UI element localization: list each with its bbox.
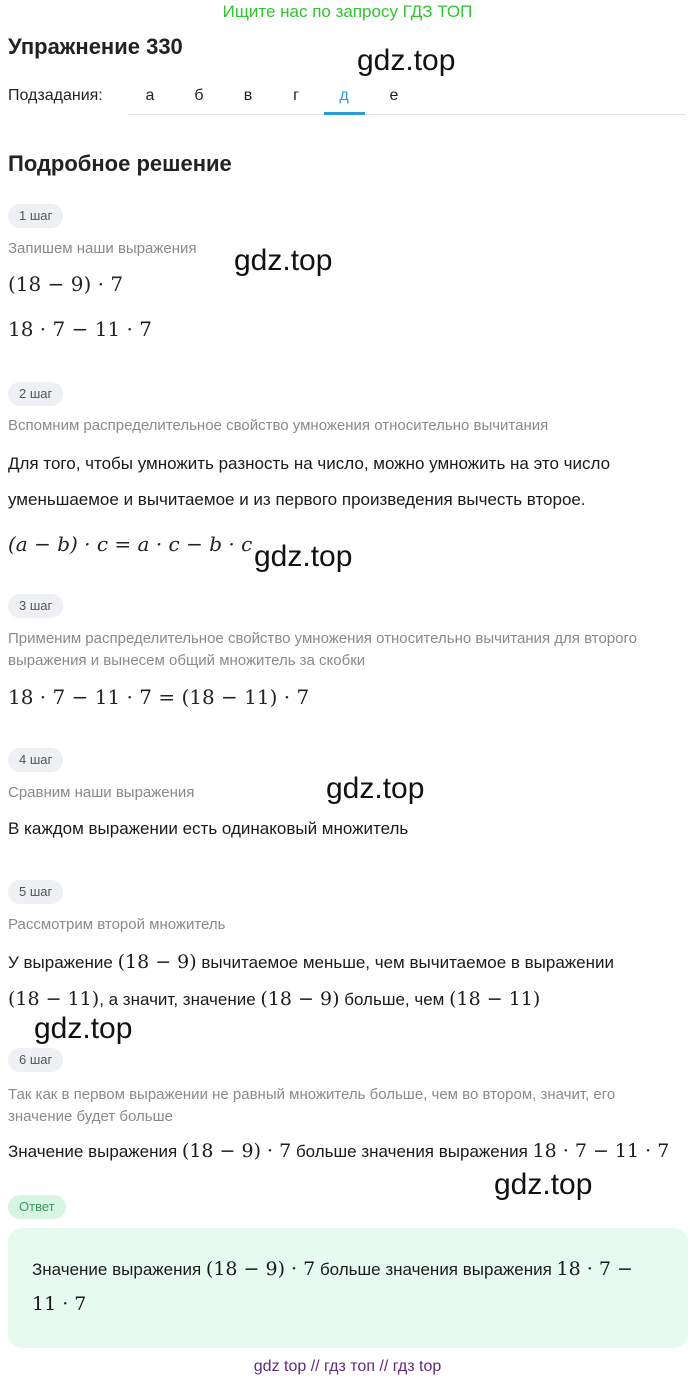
section-title: Подробное решение (8, 151, 232, 176)
step-badge: 2 шаг (8, 382, 63, 406)
search-banner: Ищите нас по запросу ГДЗ ТОП (222, 2, 473, 21)
tab-g[interactable]: г (293, 87, 299, 104)
math-expression: (18 − 9) · 7 (8, 272, 124, 296)
step-hint: Сравним наши выражения (8, 784, 195, 801)
footer-links[interactable]: gdz top // гдз топ // гдз top (253, 1358, 442, 1375)
watermark: gdz.top (494, 1168, 593, 1201)
step-hint: Так как в первом выражении не равный множитель больше, чем во втором, значит, его значение будет больше (8, 1086, 616, 1125)
tab-d[interactable]: д (339, 87, 349, 104)
step-badge: 5 шаг (8, 880, 63, 904)
active-tab-indicator (324, 112, 365, 115)
step-hint: Запишем наши выражения (8, 240, 197, 257)
watermark: gdz.top (34, 1012, 133, 1045)
watermark: gdz.top (357, 44, 456, 77)
subtasks-label: Подзадания: (8, 87, 103, 104)
tab-a[interactable]: а (145, 87, 155, 104)
exercise-title: Упражнение 330 (8, 34, 183, 59)
math-expression: 18 · 7 − 11 · 7 (8, 317, 152, 341)
step-hint: Вспомним распределительное свойство умножения относительно вычитания (8, 417, 549, 434)
math-expression: 18 · 7 − 11 · 7 = (18 − 11) · 7 (8, 685, 310, 709)
step-badge: 1 шаг (8, 204, 63, 228)
step-hint: Рассмотрим второй множитель (8, 916, 226, 933)
step-hint: Применим распределительное свойство умножения относительно вычитания для второго выражения и вынесем общий множитель за скобки (8, 630, 637, 669)
step-text: Значение выражения (18 − 9) · 7 больше значения выражения 18 · 7 − 11 · 7 (8, 1140, 670, 1162)
step-text: В каждом выражении есть одинаковый множитель (8, 819, 409, 838)
tab-b[interactable]: б (194, 87, 204, 104)
step-text: У выражение (18 − 9) вычитаемое меньше, чем вычитаемое в выражении (18 − 11), а значит, значение (18 − 9) больше, чем (18 − 11) (8, 951, 615, 1010)
watermark: gdz.top (254, 540, 353, 573)
step-badge: 3 шаг (8, 594, 63, 618)
math-formula: (a − b) · c = a · c − b · c (8, 532, 253, 556)
tab-e[interactable]: е (389, 87, 399, 104)
step-badge: 6 шаг (8, 1048, 63, 1072)
tabs-divider (128, 114, 686, 115)
watermark: gdz.top (326, 772, 425, 805)
tab-v[interactable]: в (243, 87, 253, 104)
answer-badge: Ответ (8, 1195, 66, 1219)
step-text: Для того, чтобы умножить разность на число, можно умножить на это число уменьшаемое и вычитаемое и из первого произведения вычесть второе. (8, 454, 611, 509)
answer-text: Значение выражения (18 − 9) · 7 больше значения выражения 18 · 7 − 11 · 7 (32, 1258, 633, 1315)
step-badge: 4 шаг (8, 748, 63, 772)
watermark: gdz.top (234, 244, 333, 277)
